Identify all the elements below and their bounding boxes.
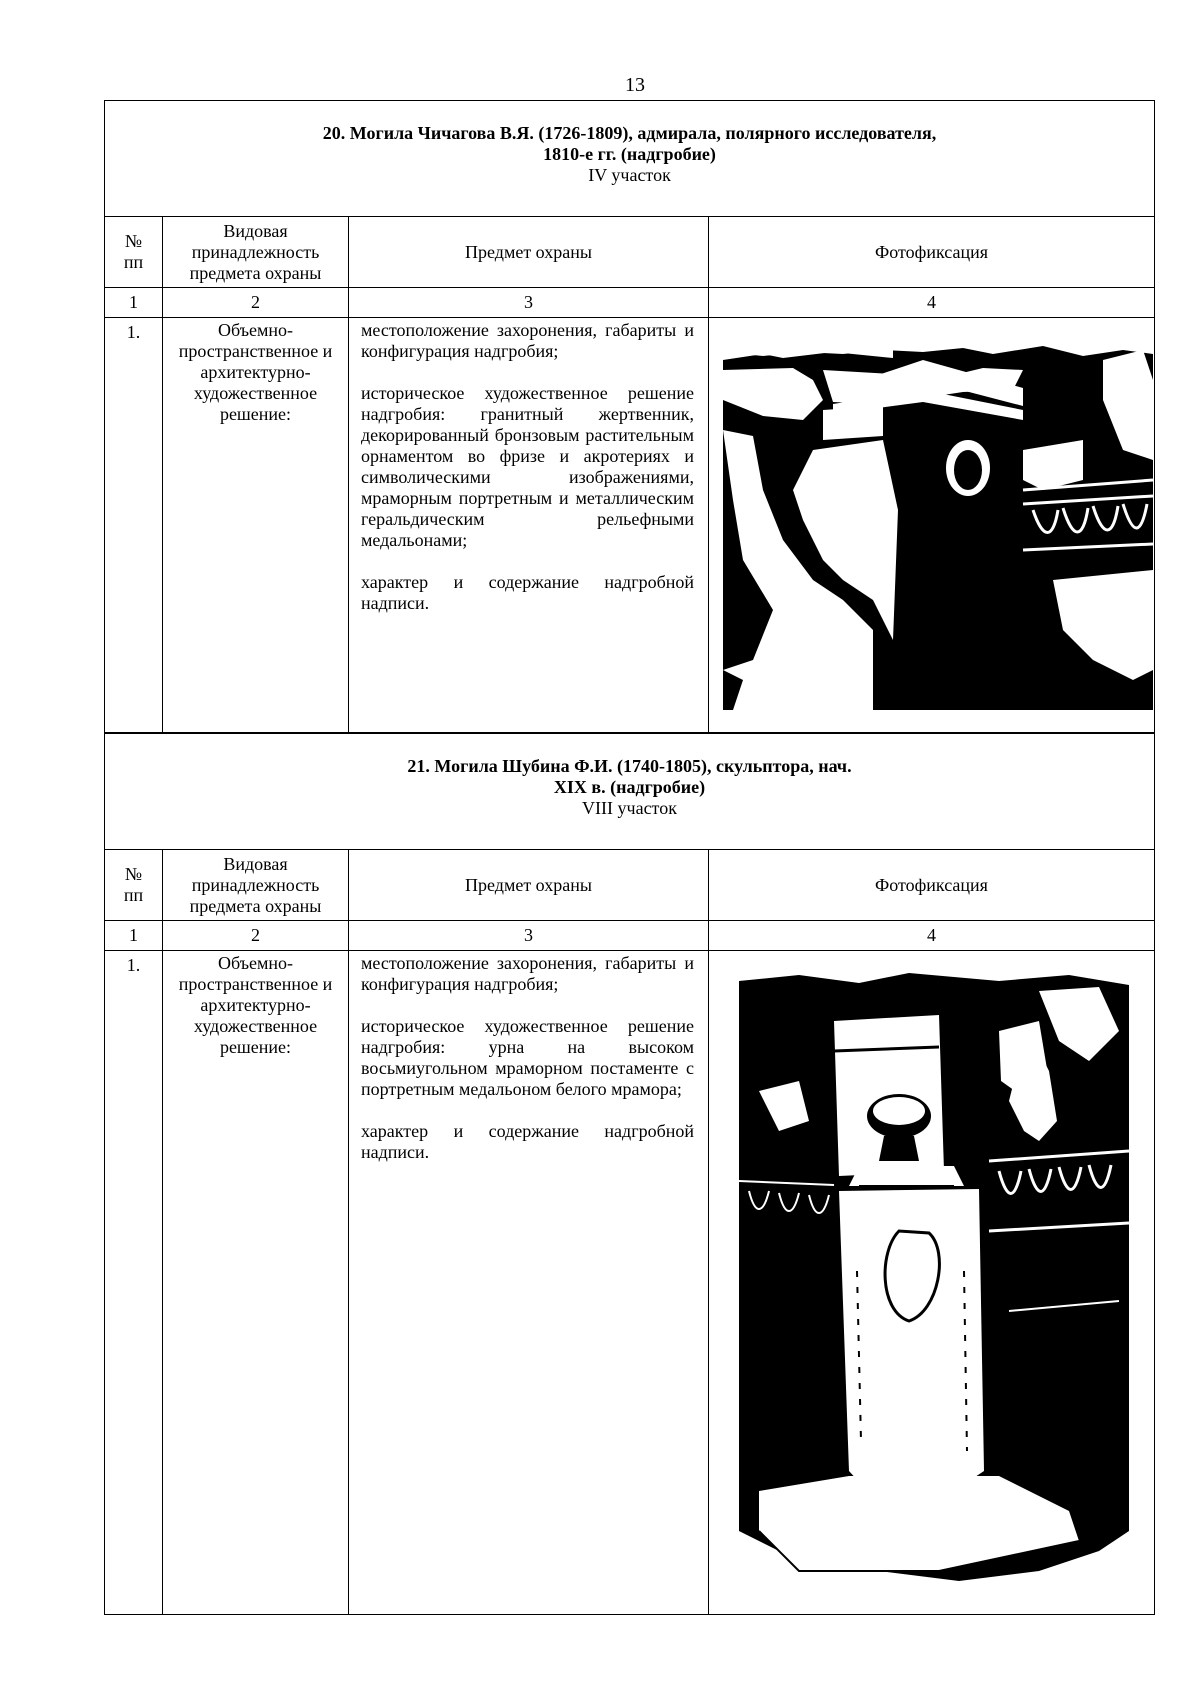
header-num: № пп <box>105 850 163 921</box>
subject-paragraph: местоположение захоронения, габариты и конфигурация надгробия; <box>361 953 694 994</box>
type-cell: Объемно-пространственное и архитектурно-художественное решение: <box>163 951 349 1615</box>
entry-title: 20. Могила Чичагова В.Я. (1726-1809), адмирала, полярного исследователя, <box>322 123 937 143</box>
col-index-3: 3 <box>349 288 709 318</box>
monument-table-21 <box>104 733 1155 1615</box>
col-index-1: 1 <box>105 921 163 951</box>
entry-plot: IV участок <box>588 165 671 185</box>
header-photo: Фотофиксация <box>709 850 1155 921</box>
col-index-3: 3 <box>349 921 709 951</box>
subject-paragraph: историческое художественное решение надгробия: урна на высоком восьмиугольном мраморном постаменте с портретным медальоном белого мрамора; <box>361 1016 694 1099</box>
page-number: 13 <box>625 74 645 96</box>
subject-paragraph: характер и содержание надгробной надписи. <box>361 1121 694 1162</box>
entry-title-block <box>105 101 1155 217</box>
row-number-cell <box>105 951 163 1615</box>
header-type: Видовая принадлежность предмета охраны <box>163 850 349 921</box>
header-photo: Фотофиксация <box>709 217 1155 288</box>
entry-title-date: XIX в. (надгробие) <box>553 777 706 797</box>
col-index-2: 2 <box>163 288 349 318</box>
entry-title-block <box>105 734 1155 850</box>
entry-title-date: 1810-е гг. (надгробие) <box>543 144 716 164</box>
photo-shubin-tombstone <box>739 971 1129 1591</box>
col-index-4: 4 <box>709 921 1155 951</box>
type-cell: Объемно-пространственное и архитектурно-художественное решение: <box>163 318 349 733</box>
monument-table-20 <box>104 100 1155 733</box>
row-number: 1. <box>126 955 141 975</box>
subject-paragraph: местоположение захоронения, габариты и конфигурация надгробия; <box>361 320 694 361</box>
col-index-2: 2 <box>163 921 349 951</box>
row-number: 1. <box>126 322 141 342</box>
entry-plot: VIII участок <box>582 798 677 818</box>
col-index-1: 1 <box>105 288 163 318</box>
row-number-cell <box>105 318 163 733</box>
header-subject: Предмет охраны <box>349 217 709 288</box>
photo-chichagov-tombstone <box>723 340 1153 710</box>
header-subject: Предмет охраны <box>349 850 709 921</box>
header-num: № пп <box>105 217 163 288</box>
subject-paragraph: историческое художественное решение надгробия: гранитный жертвенник, декорированный бронзовым растительным орнаментом во фризе и акротериях и символическими изображениями, мраморным портретным и металлическим геральдическим рельефными медальонами; <box>361 383 694 550</box>
photo-cell <box>709 951 1155 1615</box>
entry-title: 21. Могила Шубина Ф.И. (1740-1805), скульптора, нач. <box>407 756 852 776</box>
header-type: Видовая принадлежность предмета охраны <box>163 217 349 288</box>
subject-paragraph: характер и содержание надгробной надписи. <box>361 572 694 613</box>
subject-cell <box>349 318 709 733</box>
col-index-4: 4 <box>709 288 1155 318</box>
photo-cell <box>709 318 1155 733</box>
subject-cell <box>349 951 709 1615</box>
